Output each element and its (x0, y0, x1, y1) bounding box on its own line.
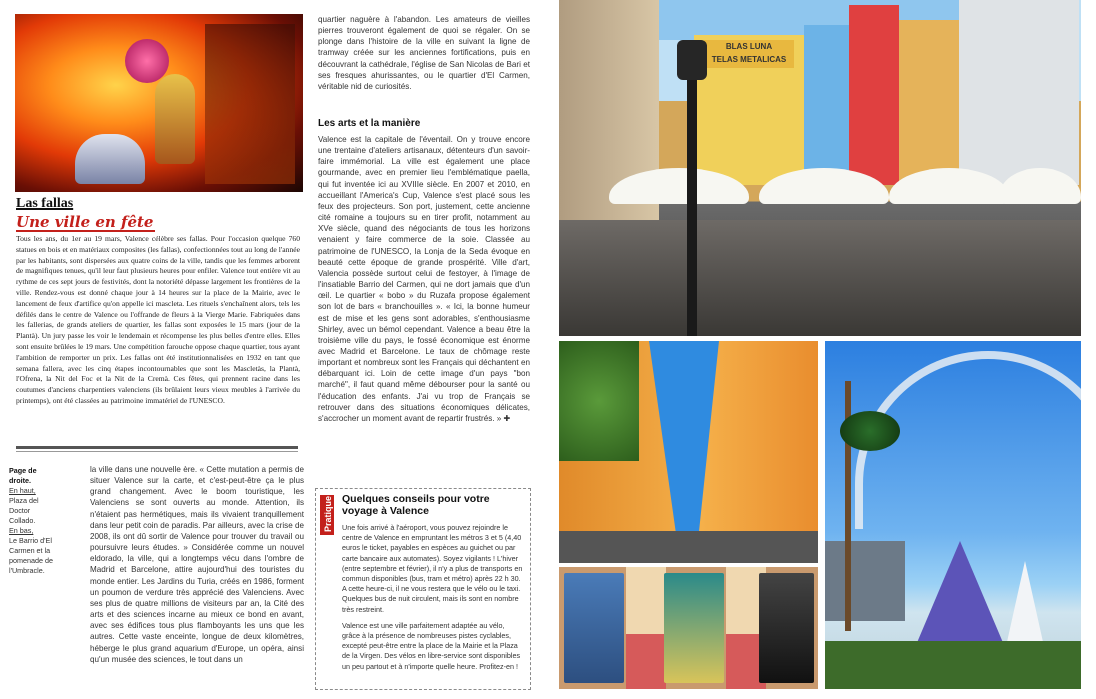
red-building (849, 5, 899, 185)
falla-cat-figure (75, 134, 145, 184)
fallas-heading: Las fallas (16, 196, 74, 211)
pratique-body (342, 523, 524, 678)
building (825, 541, 905, 621)
street (559, 531, 818, 563)
barrio-del-carmen-photo (559, 341, 818, 563)
mural-panel (759, 573, 814, 683)
mural-panel (564, 573, 624, 683)
fallas-subheading: Une ville en fête (16, 213, 154, 231)
stone-tower (559, 0, 659, 240)
fallas-photo (15, 14, 303, 192)
mural-panel (664, 573, 724, 683)
article-column-bottom: la ville dans une nouvelle ère. « Cette mutation a permis de situer Valence sur la carte, et c'est-peut-être ça le plus grand changement. Avec le boom touristique, les Valenciens se sont ouverts au monde. Attention, ils n'étaient pas hermétiques, mais ils vivaient tranquillement dans leur petit coin de paradis. Par ailleurs, avec la crise de 2008, ils ont dû sortir de Valence pour trouver du travail ou poursuivre leurs études. » Considérée comme un nouvel eldorado, la ville, qui a longtemps vécu dans l'ombre de Madrid et Barcelone, attire aujourd'hui des touristes du monde entier. Les Jardins du Turia, créés en 1986, forment un poumon de verdure très apprécié des Valenciens. Avec ses plus de quatre millions de visiteurs par an, la Cité des arts et des sciences incarne au mieux ce bond en avant, avec ses édifices tous plus flamboyants les uns que les autres. Cette vaste enceinte, longue de deux kilomètres, héberge le plus grand aquarium d'Europe, un opéra, ainsi qu'un musée des sciences, le tout dans un (90, 465, 304, 664)
orange-building (899, 20, 959, 185)
pratique-box (315, 488, 531, 690)
palm-leaves (840, 411, 900, 451)
smoke-shape (205, 24, 295, 184)
white-cone (1005, 561, 1045, 651)
divider-thin (16, 451, 298, 452)
street-lamp (687, 40, 697, 336)
arts-text: Valence est la capitale de l'éventail. On y trouve encore une trentaine d'ateliers artisanaux, détenteurs d'un savoir-faire immémorial. La ville est également une place gourmande, avec en premier lieu l'emblématique paella, qui fut inventée ici au XVIIIe siècle. En 2007 et 2010, en accueillant l'America's Cup, Valence s'est placé sous les feux des projecteurs. Son port, justement, cette ancienne cité romaine a toujours su en tirer profit, notamment au XVe siècle, quand des négociants de tous les horizons venaient y faire commerce de la soie. Classée au patrimoine de l'UNESCO, la Lonja de la Seda évoque en beauté cette époque de grande prospérité. Ville d'art, Valencia possède surtout celui de festoyer, à l'image de l'insatiable Barrio del Carmen, qui ne dort jamais que d'un œil. Le quartier « bobo » du Ruzafa propose également son lot de bars « branchouilles ». « Ici, la bonne humeur est de mise et les gens sont adorables, s'enthousiasme Shirley, avec un bémol cependant. Valence a beau être la troisième ville du pays, le fossé économique est énorme avec Madrid et Barcelone. Le taux de chômage reste important et nombreux sont les Français qui déchantent en débarquant ici. Loin de cette image d'un pays "bon marché", il faut quand même débourser pour la santé ou l'éducation des enfants. J'ai vu trop de Français se retrouver dans des situations économiques délicates, s'accrocher un moment avant de repartir frustrés. » ✚ (318, 135, 530, 423)
pratique-para2: Valence est une ville parfaitement adaptée au vélo, grâce à la présence de nombreuses pistes cyclables, excepté peut-être entre la place de la Mairie et la Plaza de la Virgen. Des vélos en libre-service sont disponibles un peu partout et à n'importe quelle heure. Profitez-en ! (342, 620, 521, 671)
garden (825, 641, 1081, 689)
wall-pillar (626, 567, 666, 689)
shop-sign (704, 40, 794, 68)
street-art-photo (559, 567, 818, 689)
pratique-tag (320, 495, 334, 535)
fallas-text: Tous les ans, du 1er au 19 mars, Valence célèbre ses fallas. Pour l'occasion quelque 760 statues en bois et en matériaux composites (les fallas), confectionnées tout au long de l'année par les habitants, sont dispersées aux quatre coins de la ville, tandis que les femmes arborent de magnifiques tenues, qu'il leur faut plusieurs heures pour enfiler. Valence tout entière vit au rythme de ces sept jours de festivités, dont la notoriété dépasse largement les frontières de la ville. Rendez-vous est donné chaque jour à 14 heures sur la place de la Mairie, avec le lancement de feux d'artifice qu'on appelle ici mascleta. Les rituels s'enchaînent alors, tels les défilés dans le centre de Valence ou l'offrande de fleurs à la Vierge Marie. Fabriquées dans les fallerias, de grands ateliers de quartier, les fallas sont exposées le 15 mars (jour de la Plantà). Un jury passe les voir le lendemain et récompense les plus belles d'entre elles. Elles sont ensuite brûlées le 19 mars. Une compétition farouche oppose chaque quartier, tous ayant l'ambition de remporter un prix. Les fallas ont été institutionnalisées en 1932 en tant que semana fallera, avec les cinq étapes incontournables que sont les Mascletàs, la Plantà, l'Ofrena, la Nit del Foc et la Nit de la Cremà. Ces fêtes, qui prennent racine dans les coutumes d'anciens charpentiers valenciens (ils brûlaient leurs vieux meubles à l'arrivée du printemps), ont été classées au patrimoine immatériel de l'UNESCO. (16, 234, 300, 405)
falla-head (125, 39, 169, 83)
white-building (959, 0, 1079, 185)
article-column-mid-top: quartier naguère à l'abandon. Les amateurs de vieilles pierres trouveront également de quoi se régaler. On se plonge dans l'histoire de la ville en suivant la ligne de tramway créée sur les anciennes fortifications, puis en découvrant la cathédrale, l'église de San Nicolas de Bari et ses fresques ahurissantes, ou le quartier d'El Carmen, véritable nid de curiosités. (318, 15, 530, 91)
photo-caption-sidebar (9, 466, 57, 576)
pratique-para1: Une fois arrivé à l'aéroport, vous pouvez rejoindre le centre de Valence en empruntant les métros 3 et 5 (4,40 euros le ticket, payables en espèces au guichet ou par carte bancaire aux automates). Soyez vigilants ! L'hiver (entre septembre et février), il n'y a plus de transports en commun disponibles (bus, tram et métro) après 22 h 30. A cette heure-ci, il ne vous restera que le vélo ou le taxi. Quelques bus de nuit circulent, mais ils sont en nombre très restreint. (342, 523, 523, 614)
shop-sign-line1: BLAS LUNA (725, 42, 773, 51)
caption-title: Page de droite. (9, 466, 37, 485)
pratique-tag-label: Pratique (323, 496, 333, 533)
pratique-title: Quelques conseils pour votre voyage à Valence (342, 493, 490, 517)
caption-item1-label: En haut, (9, 486, 36, 495)
divider-thick (16, 446, 298, 449)
falla-statue (155, 74, 195, 164)
palm-trunk (845, 381, 851, 631)
arts-heading: Les arts et la manière (318, 118, 421, 129)
shop-sign-line2: TELAS METALICAS (711, 55, 787, 64)
tree (559, 341, 639, 461)
plaza-doctor-collado-photo (559, 0, 1081, 336)
sky (649, 341, 719, 541)
caption-item2-text: Le Barrio d'El Carmen et la pomenade de l'Umbracle. (9, 536, 53, 575)
umbracle-photo (825, 341, 1081, 689)
caption-item2-label: En bas, (9, 526, 34, 535)
street-lamp-head (677, 40, 707, 80)
caption-item1-text: Plaza del Doctor Collado. (9, 496, 39, 525)
blue-building (804, 25, 849, 185)
plaza-terrace (559, 220, 1081, 336)
